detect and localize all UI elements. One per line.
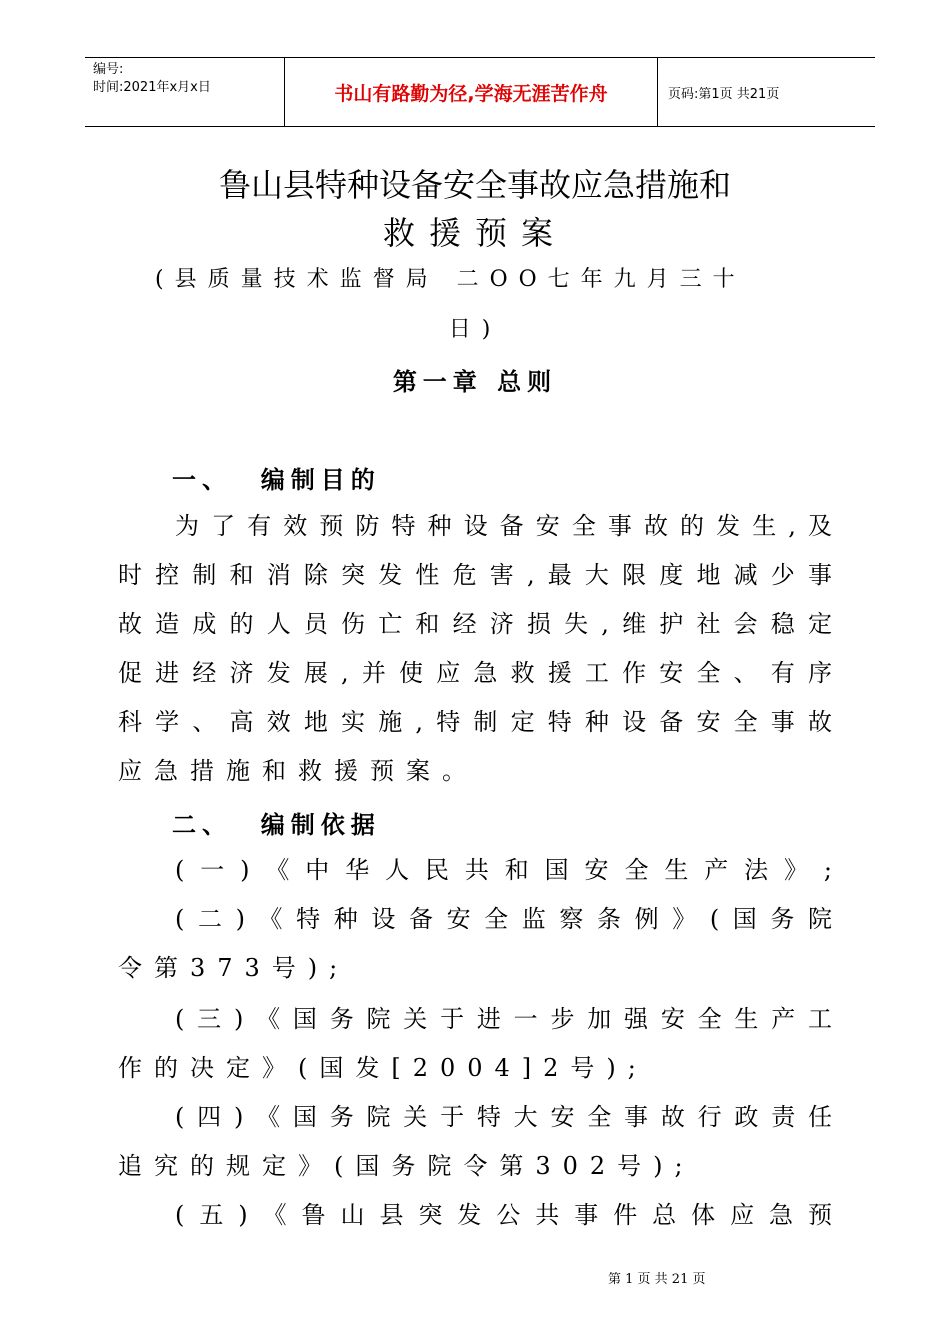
section1-line: 应急措施和救援预案。 [118, 757, 478, 785]
section2-item: (二)《特种设备安全监察条例》(国务院 [175, 905, 832, 933]
motto-text: 书山有路勤为径,学海无涯苦作舟 [334, 82, 608, 105]
subtitle-line2: 日) [448, 317, 502, 342]
subtitle-line1: (县质量技术监督局 二OO七年九月三十 [155, 267, 746, 292]
section1-line: 故造成的人员伤亡和经济损失,维护社会稳定 [118, 610, 832, 638]
document-title-line1: 鲁山县特种设备安全事故应急措施和 [218, 166, 731, 204]
section2-item: 追究的规定》(国务院令第302号); [118, 1152, 695, 1180]
document-title-line2: 救援预案 [382, 214, 567, 252]
section2-item: (四)《国务院关于特大安全事故行政责任 [175, 1103, 832, 1131]
section1-line: 时控制和消除突发性危害,最大限度地减少事 [118, 561, 832, 589]
header-table [85, 57, 875, 127]
section1-line: 促进经济发展,并使应急救援工作安全、有序 [118, 659, 832, 687]
section1-line: 科学、高效地实施,特制定特种设备安全事故 [118, 708, 832, 736]
page-footer: 第 1 页 共 21 页 [608, 1272, 706, 1287]
time-label: 时间:2021年x月x日 [93, 80, 211, 95]
header-motto-cell [285, 58, 658, 126]
number-label: 编号: [93, 62, 124, 77]
section1-heading: 一、 编制目的 [172, 466, 381, 494]
section1-line: 为了有效预防特种设备安全事故的发生,及 [175, 512, 832, 540]
section2-item: (五)《鲁山县突发公共事件总体应急预 [175, 1201, 832, 1229]
section2-item: 令第373号); [118, 954, 350, 982]
page-label: 页码:第1页 共21页 [668, 86, 780, 102]
chapter-heading: 第一章 总则 [392, 368, 558, 396]
section2-item: 作的决定》(国发[2004]2号); [118, 1054, 648, 1082]
section2-item: (三)《国务院关于进一步加强安全生产工 [175, 1005, 832, 1033]
section2-heading: 二、 编制依据 [172, 811, 381, 839]
header-left-cell [85, 58, 285, 126]
header-page-cell [658, 58, 875, 126]
section2-item: (一)《中华人民共和国安全生产法》; [175, 856, 832, 884]
